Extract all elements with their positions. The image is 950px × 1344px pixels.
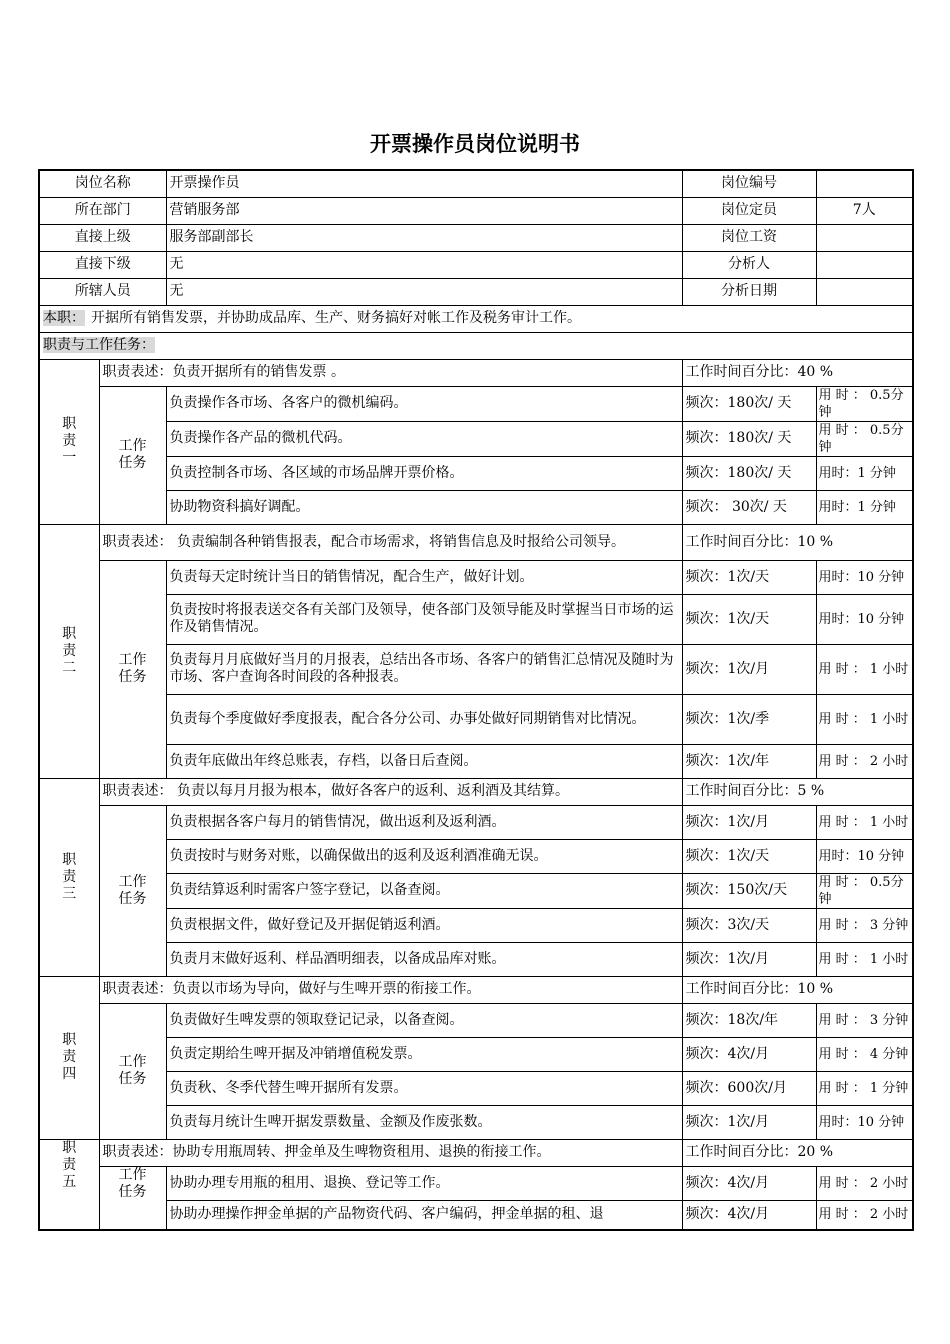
task-row (39, 386, 913, 421)
task-time: 用 时 ： 0.5分钟 (816, 873, 913, 908)
task-label: 工作 任务 (99, 1166, 166, 1230)
info-label-2: 岗位定员 (682, 197, 816, 224)
info-value-2: 7人 (816, 197, 913, 224)
task-text: 负责操作各市场、各客户的微机编码。 (166, 386, 682, 421)
task-text: 负责操作各产品的微机代码。 (166, 421, 682, 456)
duty-desc-row (39, 976, 913, 1003)
task-freq: 频次：1次/月 (682, 644, 816, 694)
task-row (39, 908, 913, 942)
info-row (39, 170, 913, 197)
page-title: 开票操作员岗位说明书 (370, 132, 580, 156)
task-freq: 频次：600次/月 (682, 1071, 816, 1105)
task-freq: 频次：180次/ 天 (682, 386, 816, 421)
duty-desc-row (39, 778, 913, 805)
task-row (39, 456, 913, 490)
task-text: 负责每月统计生啤开据发票数量、金额及作废张数。 (166, 1105, 682, 1139)
task-freq: 频次：180次/ 天 (682, 456, 816, 490)
task-time: 用 时 ： 1 小时 (816, 694, 913, 744)
task-row (39, 560, 913, 594)
info-value: 服务部副部长 (166, 224, 682, 251)
task-freq: 频次：4次/月 (682, 1200, 816, 1230)
task-text: 协助办理操作押金单据的产品物资代码、客户编码，押金单据的租、退 (166, 1200, 682, 1230)
task-freq: 频次：1次/月 (682, 942, 816, 976)
task-time: 用 时 ： 3 分钟 (816, 908, 913, 942)
task-row (39, 805, 913, 839)
task-label: 工作 任务 (99, 560, 166, 778)
duty-desc: 职责表述：协助专用瓶周转、押金单及生啤物资租用、退换的衔接工作。 (99, 1139, 682, 1166)
info-row (39, 224, 913, 251)
task-row (39, 1166, 913, 1200)
duty-desc-row (39, 524, 913, 560)
task-text: 负责每个季度做好季度报表，配合各分公司、办事处做好同期销售对比情况。 (166, 694, 682, 744)
info-label-2: 分析日期 (682, 278, 816, 305)
duty-desc: 职责表述：负责以市场为导向，做好与生啤开票的衔接工作。 (99, 976, 682, 1003)
task-time: 用 时 ： 2 小时 (816, 1166, 913, 1200)
task-text: 协助物资科搞好调配。 (166, 490, 682, 524)
duties-header (39, 332, 913, 359)
task-text: 负责根据文件，做好登记及开据促销返利酒。 (166, 908, 682, 942)
duty-pct: 工作时间百分比：10 % (682, 976, 913, 1003)
task-freq: 频次：150次/天 (682, 873, 816, 908)
task-time: 用 时 ： 1 小时 (816, 942, 913, 976)
info-label: 直接上级 (39, 224, 166, 251)
info-value-2 (816, 170, 913, 197)
duties-header-label: 职责与工作任务： (43, 337, 155, 353)
task-time: 用时：10 分钟 (816, 594, 913, 644)
task-freq: 频次：180次/ 天 (682, 421, 816, 456)
duty-desc: 职责表述： 负责编制各种销售报表，配合市场需求，将销售信息及时报给公司领导。 (99, 524, 682, 560)
info-label: 直接下级 (39, 251, 166, 278)
task-time: 用 时 ： 1 小时 (816, 644, 913, 694)
duty-desc-row (39, 359, 913, 386)
task-time: 用 时 ： 1 分钟 (816, 1071, 913, 1105)
duty-desc-row (39, 1139, 913, 1166)
task-text: 负责每月月底做好当月的月报表，总结出各市场、各客户的销售汇总情况及随时为市场、客户查询各时间段的各种报表。 (166, 644, 682, 694)
task-row (39, 873, 913, 908)
task-label: 工作 任务 (99, 1003, 166, 1139)
task-text: 负责定期给生啤开据及冲销增值税发票。 (166, 1037, 682, 1071)
task-text: 负责按时将报表送交各有关部门及领导，使各部门及领导能及时掌握当日市场的运作及销售情况。 (166, 594, 682, 644)
task-row (39, 839, 913, 873)
task-text: 负责年底做出年终总账表，存档，以备日后查阅。 (166, 744, 682, 778)
task-time: 用 时 ： 2 小时 (816, 744, 913, 778)
task-time: 用时：10 分钟 (816, 839, 913, 873)
info-value-2 (816, 278, 913, 305)
task-freq: 频次：18次/年 (682, 1003, 816, 1037)
info-row (39, 278, 913, 305)
task-freq: 频次：1次/季 (682, 694, 816, 744)
info-value-2 (816, 224, 913, 251)
duty-desc: 职责表述：负责开据所有的销售发票 。 (99, 359, 682, 386)
task-row (39, 1071, 913, 1105)
task-row (39, 694, 913, 744)
task-freq: 频次：3次/天 (682, 908, 816, 942)
duty-name: 职 责 五 (39, 1139, 99, 1230)
info-value: 开票操作员 (166, 170, 682, 197)
task-time: 用时：1 分钟 (816, 456, 913, 490)
duty-pct: 工作时间百分比：40 % (682, 359, 913, 386)
duty-name: 职 责 三 (39, 778, 99, 976)
info-label: 所在部门 (39, 197, 166, 224)
task-freq: 频次：1次/月 (682, 805, 816, 839)
task-time: 用 时 ： 0.5分钟 (816, 386, 913, 421)
task-row (39, 421, 913, 456)
info-value: 无 (166, 278, 682, 305)
task-row (39, 942, 913, 976)
info-row (39, 197, 913, 224)
task-row (39, 594, 913, 644)
benzhi-text: 开据所有销售发票，并协助成品库、生产、财务搞好对帐工作及税务审计工作。 (91, 310, 581, 326)
info-label-2: 岗位编号 (682, 170, 816, 197)
task-row (39, 1200, 913, 1230)
task-time: 用 时 ： 0.5分钟 (816, 421, 913, 456)
task-text: 负责结算返利时需客户签字登记，以备查阅。 (166, 873, 682, 908)
info-row (39, 251, 913, 278)
task-row (39, 744, 913, 778)
task-freq: 频次：1次/年 (682, 744, 816, 778)
duty-desc: 职责表述： 负责以每月月报为根本，做好各客户的返利、返利酒及其结算。 (99, 778, 682, 805)
task-text: 负责控制各市场、各区域的市场品牌开票价格。 (166, 456, 682, 490)
task-row (39, 1037, 913, 1071)
task-label: 工作 任务 (99, 386, 166, 524)
task-freq: 频次：1次/天 (682, 839, 816, 873)
task-text: 负责月末做好返利、样品酒明细表，以备成品库对账。 (166, 942, 682, 976)
task-text: 负责每天定时统计当日的销售情况，配合生产，做好计划。 (166, 560, 682, 594)
job-description-table (38, 169, 914, 1231)
task-row (39, 1105, 913, 1139)
duty-pct: 工作时间百分比：5 % (682, 778, 913, 805)
task-time: 用时：1 分钟 (816, 490, 913, 524)
info-label-2: 分析人 (682, 251, 816, 278)
info-label: 所辖人员 (39, 278, 166, 305)
benzhi-row (39, 305, 913, 332)
task-text: 负责做好生啤发票的领取登记记录，以备查阅。 (166, 1003, 682, 1037)
task-time: 用时：10 分钟 (816, 560, 913, 594)
task-row (39, 644, 913, 694)
info-value: 无 (166, 251, 682, 278)
task-text: 协助办理专用瓶的租用、退换、登记等工作。 (166, 1166, 682, 1200)
task-text: 负责按时与财务对账，以确保做出的返利及返利酒准确无误。 (166, 839, 682, 873)
duty-name: 职 责 二 (39, 524, 99, 778)
info-label-2: 岗位工资 (682, 224, 816, 251)
task-time: 用 时 ： 3 分钟 (816, 1003, 913, 1037)
task-row (39, 490, 913, 524)
task-freq: 频次：1次/天 (682, 594, 816, 644)
task-freq: 频次：4次/月 (682, 1037, 816, 1071)
info-value-2 (816, 251, 913, 278)
task-time: 用 时 ： 1 小时 (816, 805, 913, 839)
benzhi-label: 本职： (43, 310, 85, 326)
duty-pct: 工作时间百分比：20 % (682, 1139, 913, 1166)
task-time: 用 时 ： 2 小时 (816, 1200, 913, 1230)
task-freq: 频次：1次/月 (682, 1105, 816, 1139)
duty-pct: 工作时间百分比：10 % (682, 524, 913, 560)
task-row (39, 1003, 913, 1037)
task-freq: 频次：4次/月 (682, 1166, 816, 1200)
task-freq: 频次：1次/天 (682, 560, 816, 594)
info-label: 岗位名称 (39, 170, 166, 197)
task-text: 负责秋、冬季代替生啤开据所有发票。 (166, 1071, 682, 1105)
info-value: 营销服务部 (166, 197, 682, 224)
task-text: 负责根据各客户每月的销售情况，做出返利及返利酒。 (166, 805, 682, 839)
task-label: 工作 任务 (99, 805, 166, 976)
task-time: 用 时 ： 4 分钟 (816, 1037, 913, 1071)
task-freq: 频次： 30次/ 天 (682, 490, 816, 524)
duty-name: 职 责 四 (39, 976, 99, 1139)
task-time: 用时：10 分钟 (816, 1105, 913, 1139)
duty-name: 职 责 一 (39, 359, 99, 524)
